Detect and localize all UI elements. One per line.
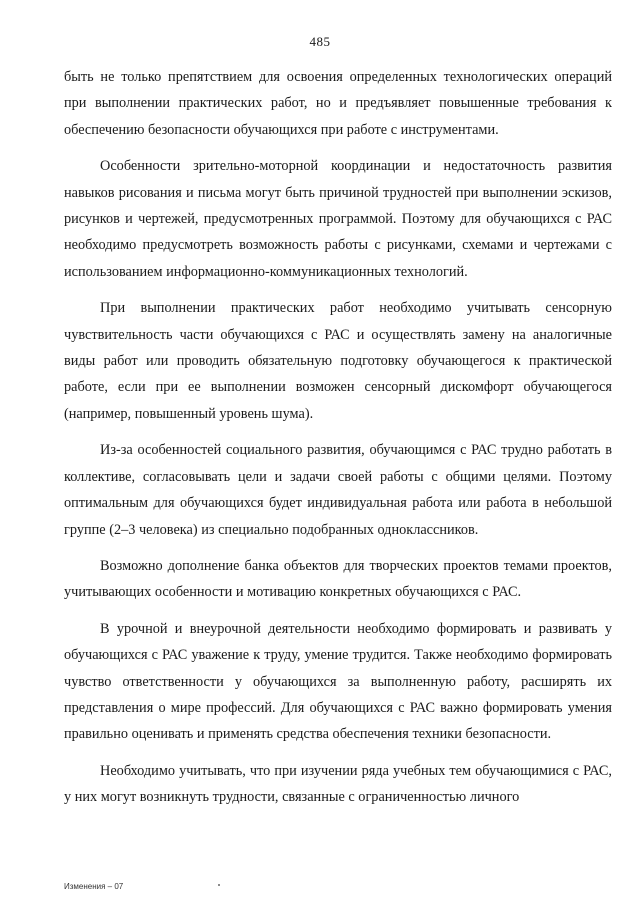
paragraph: При выполнении практических работ необходимо учитывать сенсорную чувствительность части обучающихся с РАС и осуществлять замену на аналогичные виды работ или проводить обязательную подготовку обучающегося к практической работе, если при ее выполнении возможен сенсорный дискомфорт обучающегося (например, повышенный уровень шума). (64, 300, 612, 422)
paragraph: Необходимо учитывать, что при изучении ряда учебных тем обучающимися с РАС, у них могут возникнуть трудности, связанные с ограниченностью личного (64, 762, 612, 806)
page-number: 485 (309, 34, 331, 49)
paragraph: Возможно дополнение банка объектов для творческих проектов темами проектов, учитывающих особенности и мотивацию конкретных обучающихся с РАС. (64, 557, 612, 601)
body-text (64, 64, 612, 821)
paragraph: Из-за особенностей социального развития, обучающимся с РАС трудно работать в коллективе, согласовывать цели и задачи своей работы с общими целями. Поэтому оптимальным для обучающихся будет индивидуальная работа или работа в небольшой группе (2–3 человека) из специально подобранных одноклассников. (64, 442, 612, 538)
paragraph: Особенности зрительно-моторной координации и недостаточность развития навыков рисования и письма могут быть причиной трудностей при выполнении эскизов, рисунков и чертежей, предусмотренных программой. Поэтому для обучающихся с РАС необходимо предусмотреть возможность работы с рисунками, схемами и чертежами с использованием информационно-коммуникационных технологий. (64, 158, 612, 280)
paragraph: В урочной и внеурочной деятельности необходимо формировать и развивать у обучающихся с РАС уважение к труду, умение трудится. Также необходимо формировать чувство ответственности у обучающихся за выполненную работу, расширять их представления о мире профессий. Для обучающихся с РАС важно формировать умения правильно оценивать и применять средства обеспечения техники безопасности. (64, 620, 612, 743)
paragraph-continuation: быть не только препятствием для освоения определенных технологических операций при выполнении практических работ, но и предъявляет повышенные требования к обеспечению безопасности обучающихся при работе с инструментами. (64, 69, 612, 138)
scan-speck (218, 884, 220, 886)
footer-revision-label: Изменения – 07 (64, 882, 124, 891)
